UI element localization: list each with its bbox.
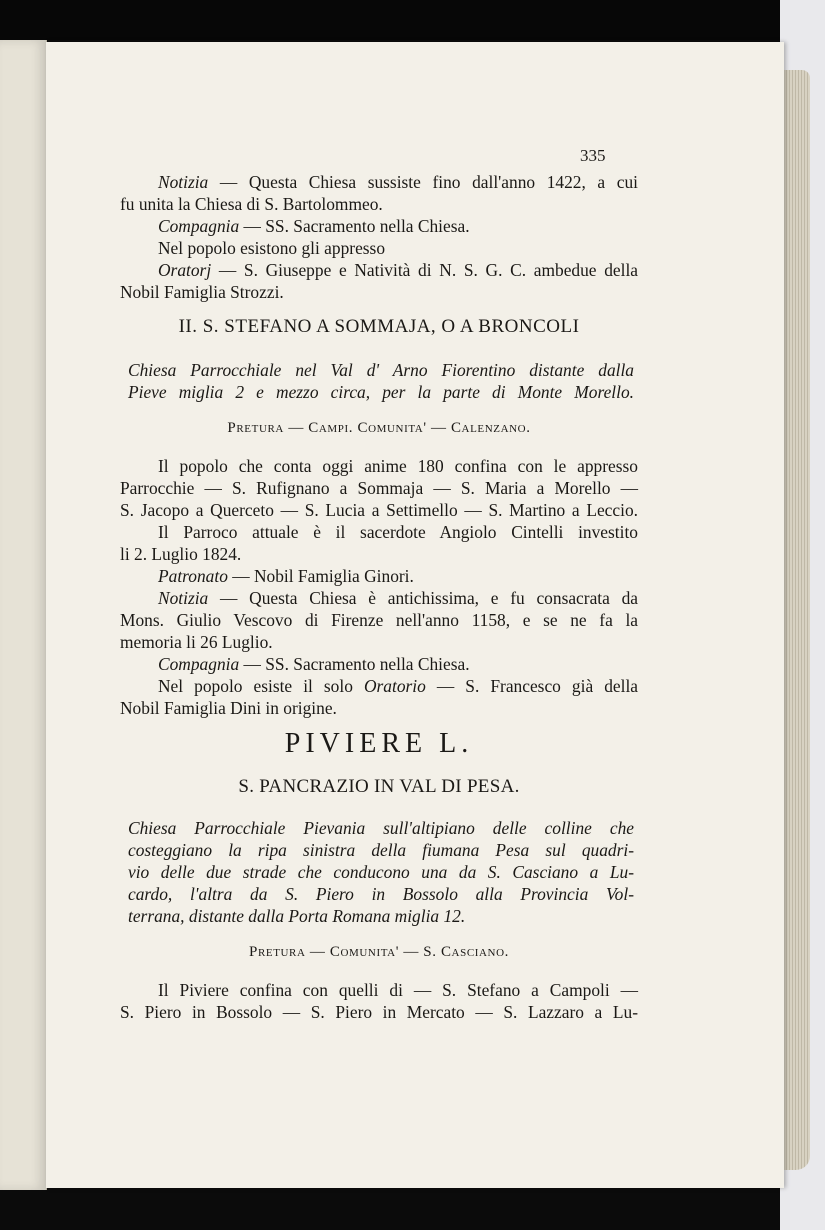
text-line: Nel popolo esiste il solo Oratorio — S. Francesco già della bbox=[158, 676, 639, 696]
subtitle-line: costeggiano la ripa sinistra della fiumana Pesa sul quadri- bbox=[128, 840, 634, 860]
text-line: Patronato — Nobil Famiglia Ginori. bbox=[158, 566, 414, 586]
entry-label: Oratorj bbox=[158, 260, 212, 280]
text-line: Il Parroco attuale è il sacerdote Angiolo Cintelli investito bbox=[158, 522, 638, 542]
subtitle-line: cardo, l'altra da S. Piero in Bossolo alla Provincia Vol- bbox=[128, 884, 634, 904]
subtitle-line: vio delle due strade che conducono una da S. Casciano a Lu- bbox=[128, 862, 634, 882]
text-line: Nobil Famiglia Dini in origine. bbox=[120, 698, 337, 718]
text-line: S. Jacopo a Querceto — S. Lucia a Settimello — S. Martino a Leccio. bbox=[120, 500, 638, 520]
piviere-title: PIVIERE L. bbox=[284, 728, 474, 759]
pretura-line: Pretura — Campi. Comunita' — Calenzano. bbox=[227, 420, 531, 436]
text-line: Parrocchie — S. Rufignano a Sommaja — S. Maria a Morello — bbox=[120, 478, 638, 498]
subtitle-line: Pieve miglia 2 e mezzo circa, per la parte di Monte Morello. bbox=[128, 382, 634, 402]
left-page-edge bbox=[0, 40, 47, 1190]
text-line: S. Piero in Bossolo — S. Piero in Mercato — S. Lazzaro a Lu- bbox=[120, 1002, 638, 1022]
text-line: fu unita la Chiesa di S. Bartolommeo. bbox=[120, 194, 383, 214]
entry-label: Patronato bbox=[158, 566, 228, 586]
entry-label: Compagnia bbox=[158, 216, 240, 236]
page-number: 335 bbox=[580, 146, 606, 165]
entry-label: Oratorio bbox=[363, 676, 426, 696]
text-line: li 2. Luglio 1824. bbox=[120, 544, 242, 564]
pretura-line: Pretura — Comunita' — S. Casciano. bbox=[249, 944, 509, 960]
text-line: Nel popolo esistono gli appresso bbox=[158, 238, 386, 258]
text-line: Notizia — Questa Chiesa sussiste fino dall'anno 1422, a cui bbox=[158, 172, 638, 192]
text-line: Compagnia — SS. Sacramento nella Chiesa. bbox=[158, 216, 470, 236]
text-line: Il popolo che conta oggi anime 180 confina con le appresso bbox=[158, 456, 638, 476]
text-line: Mons. Giulio Vescovo di Firenze nell'anno 1158, e se ne fa la bbox=[120, 610, 638, 630]
entry-label: Notizia bbox=[158, 172, 209, 192]
text-line: memoria li 26 Luglio. bbox=[120, 632, 273, 652]
text-line: Nobil Famiglia Strozzi. bbox=[120, 282, 284, 302]
subtitle-line: Chiesa Parrocchiale nel Val d' Arno Fiorentino distante dalla bbox=[128, 360, 634, 380]
text-line: Compagnia — SS. Sacramento nella Chiesa. bbox=[158, 654, 470, 674]
subtitle-line: Chiesa Parrocchiale Pievania sull'altipiano delle colline che bbox=[128, 818, 634, 838]
scan-top-band bbox=[0, 0, 825, 40]
entry-label: Notizia bbox=[158, 588, 209, 608]
text-line: Il Piviere confina con quelli di — S. Stefano a Campoli — bbox=[158, 980, 638, 1000]
section-heading: II. S. STEFANO A SOMMAJA, O A BRONCOLI bbox=[178, 316, 580, 337]
text-line: Oratorj — S. Giuseppe e Natività di N. S. G. C. ambedue della bbox=[158, 260, 638, 280]
subtitle-line: terrana, distante dalla Porta Romana miglia 12. bbox=[128, 906, 466, 926]
text-line: Notizia — Questa Chiesa è antichissima, e fu consacrata da bbox=[158, 588, 638, 608]
section-heading: S. PANCRAZIO IN VAL DI PESA. bbox=[238, 776, 520, 797]
entry-label: Compagnia bbox=[158, 654, 240, 674]
